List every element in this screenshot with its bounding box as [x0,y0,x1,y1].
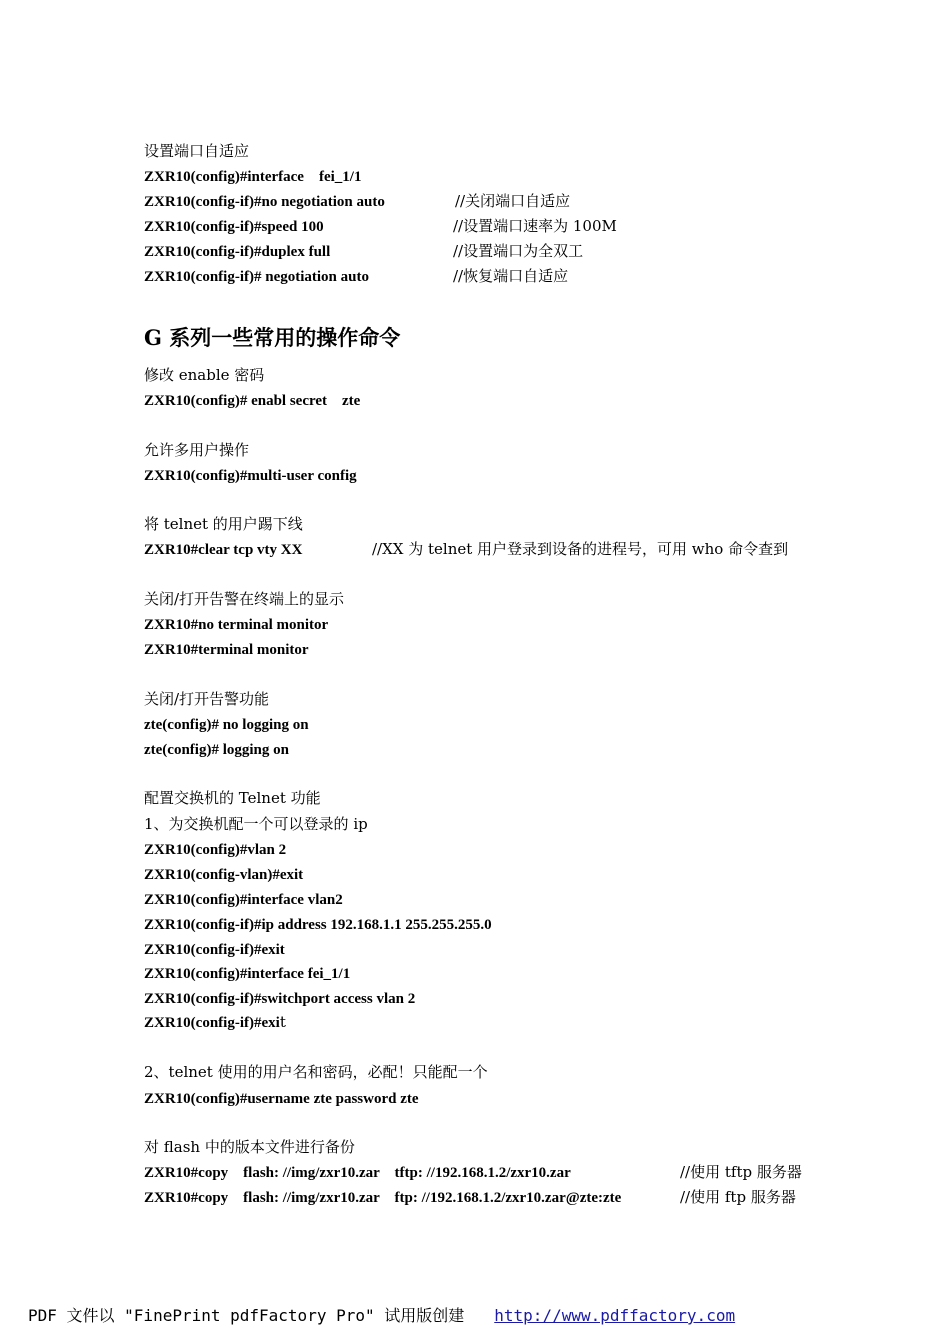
command-comment: //设置端口为全双工 [453,242,584,260]
footer-link[interactable]: http://www.pdffactory.com [494,1306,736,1325]
description-text: 配置交换机的 Telnet 功能 [144,789,321,807]
command-text: ZXR10(config-if)#duplex full [144,244,331,260]
description-line [144,689,269,709]
command-comment: //关闭端口自适应 [455,192,571,210]
description-line [144,814,368,834]
command-line [144,191,385,211]
command-line [144,1162,571,1182]
command-line [144,963,350,983]
section-heading: G 系列一些常用的操作命令 [144,325,401,350]
command-line [144,988,415,1008]
command-line [144,939,285,959]
description-line [144,365,264,385]
command-line [144,864,303,884]
command-text: ZXR10(config)#interface fei_1/1 [144,966,351,982]
command-comment: //使用 ftp 服务器 [680,1188,796,1206]
command-line [144,1012,286,1032]
description-line [144,589,344,609]
command-text: ZXR10(config-vlan)#exit [144,867,304,883]
command-text: ZXR10(config-if)#switchport access vlan 2 [144,991,416,1007]
description-text: 允许多用户操作 [144,441,250,459]
command-line [144,1187,621,1207]
command-text: ZXR10(config)#multi-user config [144,468,357,484]
command-text: ZXR10(config)#vlan 2 [144,842,287,858]
description-text: 设置端口自适应 [144,142,250,160]
description-text: 2、telnet 使用的用户名和密码，必配！只能配一个 [144,1063,488,1081]
command-line [144,839,286,859]
command-tail: t [279,1013,286,1031]
command-line [144,390,360,410]
command-line [144,889,343,909]
description-line [144,1062,488,1082]
command-line [144,714,309,734]
description-line [144,788,321,808]
command-line [144,266,369,286]
description-text: 关闭/打开告警功能 [144,690,270,708]
description-text: 1、为交换机配一个可以登录的 ip [144,815,368,833]
description-text: 对 flash 中的版本文件进行备份 [144,1138,355,1156]
command-comment: //设置端口速率为 100M [453,217,617,235]
command-line [144,539,302,559]
command-line [144,465,357,485]
description-text: 将 telnet 的用户踢下线 [144,515,303,533]
command-line [144,914,492,934]
description-line [144,1137,355,1157]
command-text: ZXR10#no terminal monitor [144,617,329,633]
command-text: ZXR10(config-if)#no negotiation auto [144,194,385,210]
command-line [144,639,309,659]
command-comment: //使用 tftp 服务器 [680,1163,802,1181]
description-text: 修改 enable 密码 [144,366,265,384]
command-text: zte(config)# logging on [144,742,289,758]
description-text: 关闭/打开告警在终端上的显示 [144,590,345,608]
command-text: ZXR10#copy flash: //img/zxr10.zar ftp: //192.168.1.2/zxr10.zar@zte:zte [144,1190,622,1206]
command-text: ZXR10(config)# enabl secret zte [144,393,361,409]
command-text: ZXR10(config-if)# negotiation auto [144,269,369,285]
description-line [144,141,249,161]
footer-text: PDF 文件以 "FinePrint pdfFactory Pro" 试用版创建 [28,1306,465,1325]
command-comment: //恢复端口自适应 [453,267,569,285]
pdf-footer [28,1305,735,1327]
command-line [144,241,330,261]
command-text: zte(config)# no logging on [144,717,309,733]
command-line [144,739,289,759]
command-text: ZXR10#terminal monitor [144,642,309,658]
command-line [144,1088,419,1108]
command-line [144,216,324,236]
command-comment: //XX 为 telnet 用户登录到设备的进程号，可用 who 命令查到 [372,540,789,558]
command-text: ZXR10(config)#username zte password zte [144,1091,419,1107]
command-text: ZXR10(config-if)#exit [144,942,285,958]
command-text: ZXR10(config)#interface vlan2 [144,892,343,908]
command-text: ZXR10(config-if)#exi [144,1015,280,1031]
command-line [144,614,328,634]
description-line [144,514,303,534]
command-text: ZXR10(config-if)#ip address 192.168.1.1 255.255.255.0 [144,917,492,933]
command-text: ZXR10(config-if)#speed 100 [144,219,324,235]
description-line [144,440,249,460]
command-text: ZXR10#copy flash: //img/zxr10.zar tftp: //192.168.1.2/zxr10.zar [144,1165,571,1181]
command-text: ZXR10(config)#interface fei_1/1 [144,169,362,185]
command-line [144,166,361,186]
command-text: ZXR10#clear tcp vty XX [144,542,303,558]
